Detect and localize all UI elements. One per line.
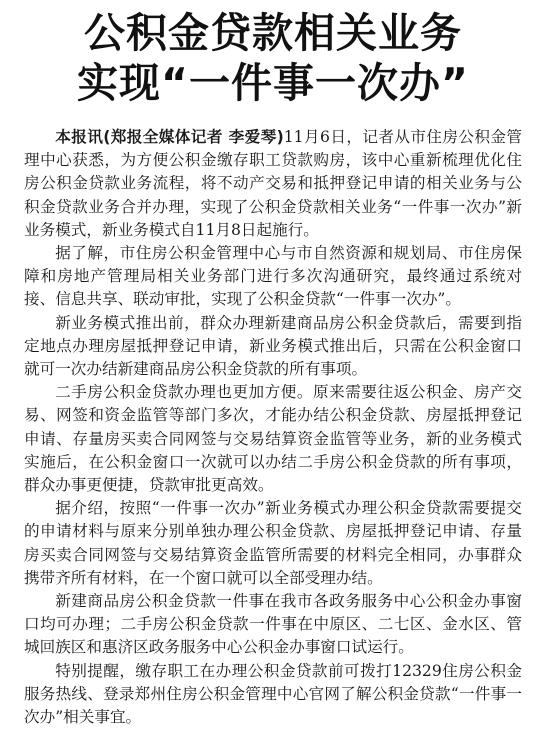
paragraph-1 xyxy=(24,126,522,242)
paragraph-3: 新业务模式推出前，群众办理新建商品房公积金贷款后，需要到指定地点办理房屋抵押登记申请，新业务模式推出后，只需在公积金窗口就可一次办结新建商品房公积金贷款的所有事项。 xyxy=(24,313,522,379)
dateline: 本报讯(郑报全媒体记者 李爱琴) xyxy=(55,128,284,146)
paragraph-2: 据了解，市住房公积金管理中心与市自然资源和规划局、市住房保障和房地产管理局相关业务部门进行多次沟通研究，最终通过系统对接、信息共享、联动审批，实现了公积金贷款“一件事一次办”。 xyxy=(24,244,522,309)
headline-line-2: 实现“一件事一次办” xyxy=(77,59,469,107)
paragraph-1-text: 11月6日，记者从市住房公积金管理中心获悉，为方便公积金缴存职工贷款购房，该中心重新梳理优化住房公积金贷款业务流程，将不动产交易和抵押登记申请的相关业务与公积金贷款业务合并办理，实现了公积金贷款相关业务“一件事一次办”新业务模式，新业务模式自11月8日起施行。 xyxy=(24,128,523,239)
headline xyxy=(24,8,522,108)
article-body xyxy=(24,126,522,729)
paragraph-7: 特别提醒，缴存职工在办理公积金贷款前可拨打12329住房公积金服务热线、登录郑州住房公积金管理中心官网了解公积金贷款“一件事一次办”相关事宜。 xyxy=(24,661,522,727)
paragraph-5: 据介绍，按照“一件事一次办”新业务模式办理公积金贷款需要提交的申请材料与原来分别单独办理公积金贷款、房屋抵押登记申请、存量房买卖合同网签与交易结算资金监管所需要的材料完全相同，办事群众携带齐所有材料，在一个窗口就可以全部受理办结。 xyxy=(24,499,522,587)
paragraph-4: 二手房公积金贷款办理也更加方便。原来需要往返公积金、房产交易、网签和资金监管等部门多次，才能办结公积金贷款、房屋抵押登记申请、存量房买卖合同网签与交易结算资金监管等业务，新的业务模式实施后，在公积金窗口一次就可以办结二手房公积金贷款的所有事项，群众办事更便捷，贷款审批更高效。 xyxy=(24,383,522,495)
paragraph-6: 新建商品房公积金贷款一件事在我市各政务服务中心公积金办事窗口均可办理；二手房公积金贷款一件事在中原区、二七区、金水区、管城回族区和惠济区政务服务中心公积金办事窗口试运行。 xyxy=(24,592,522,657)
headline-line-1: 公积金贷款相关业务 xyxy=(84,9,462,57)
